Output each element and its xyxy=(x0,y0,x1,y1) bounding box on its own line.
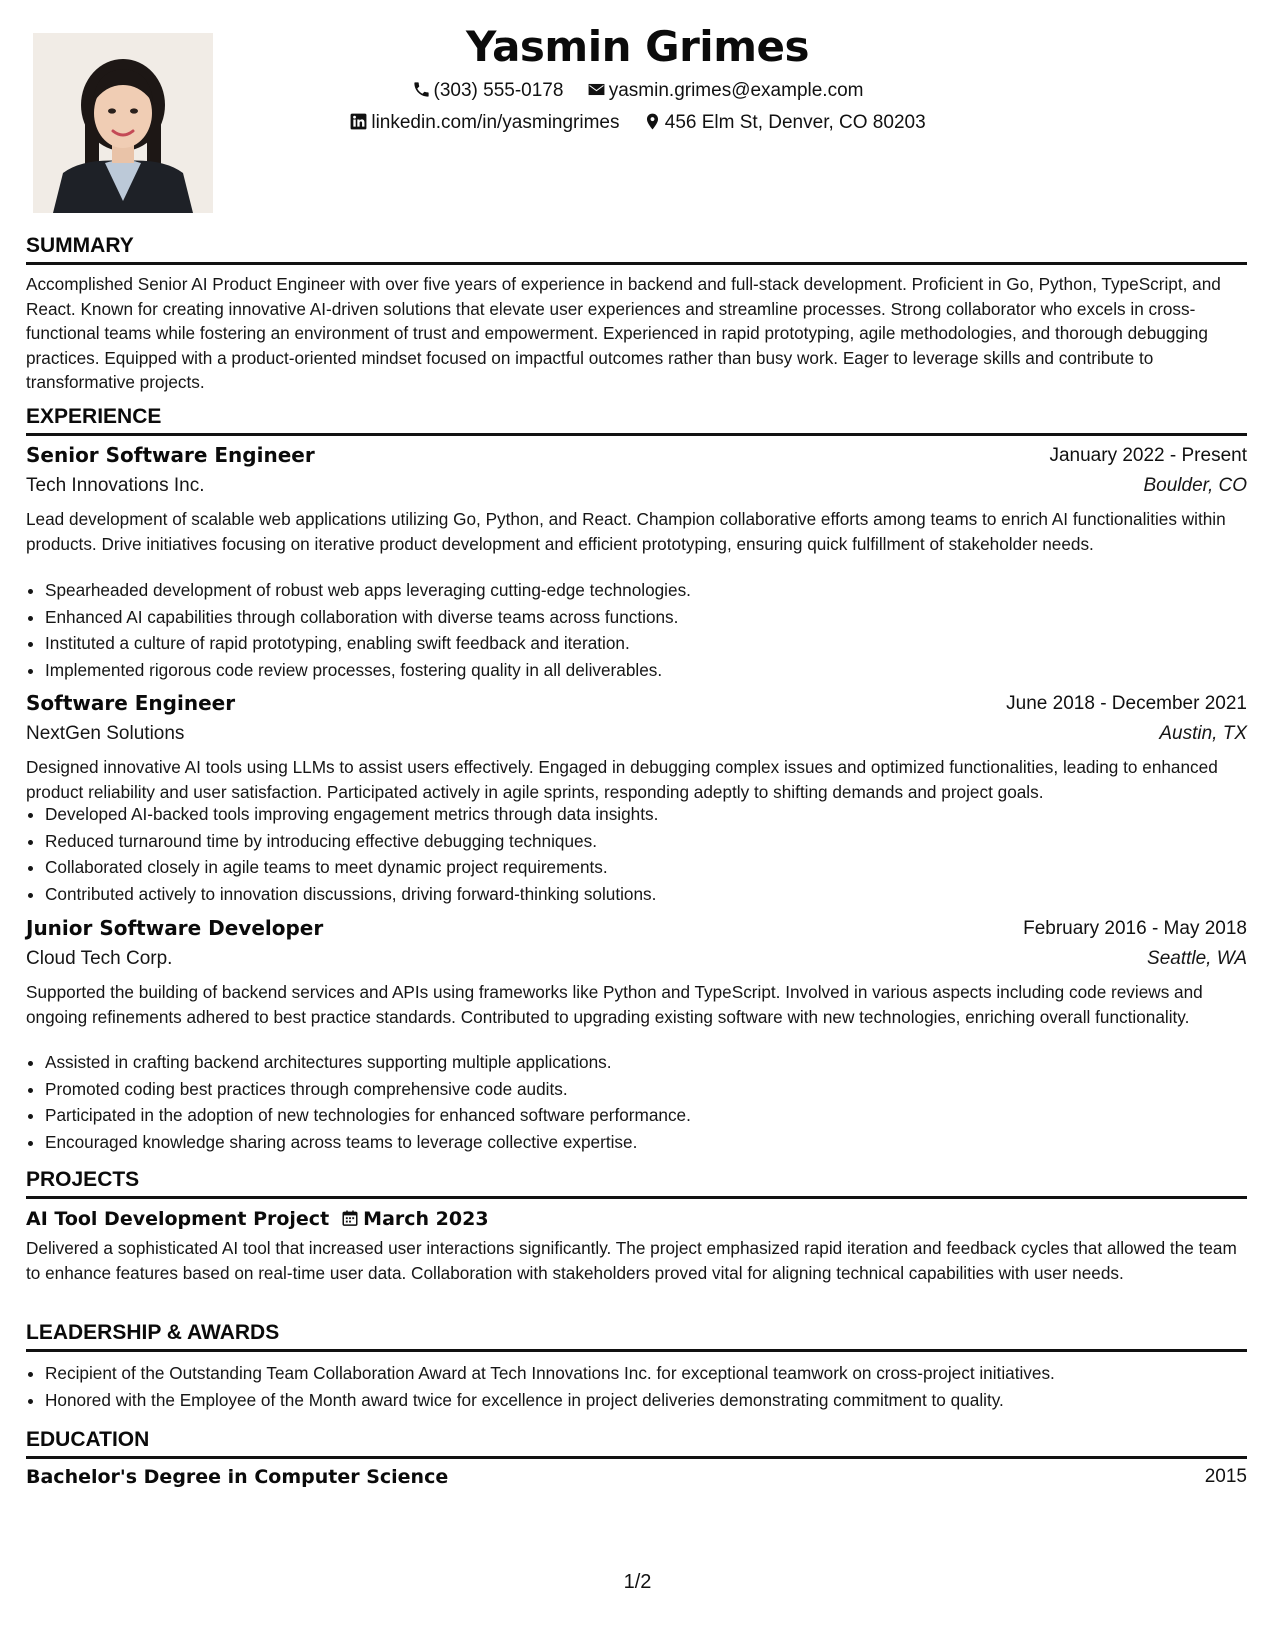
list-item: • Implemented rigorous code review processes, fostering quality in all deliverables. xyxy=(45,657,1267,684)
phone-text: (303) 555-0178 xyxy=(433,80,564,101)
address-text: 456 Elm St, Denver, CO 80203 xyxy=(664,112,926,133)
section-title-summary: SUMMARY xyxy=(26,234,1247,265)
job-company: Cloud Tech Corp. xyxy=(26,948,173,969)
list-item: • Spearheaded development of robust web apps leveraging cutting-edge technologies. xyxy=(45,577,1267,604)
list-item: • Enhanced AI capabilities through collaboration with diverse teams across functions. xyxy=(45,604,1267,631)
linkedin-text: linkedin.com/in/yasmingrimes xyxy=(371,112,620,133)
map-pin-icon xyxy=(643,112,662,131)
job-description: Lead development of scalable web applications utilizing Go, Python, and React. Champion collaborative efforts among teams to enrich AI functionalities within products. Drive initiatives focusing on iterative product development and efficient prototyping, ensuring quick fulfillment of stakeholder needs. xyxy=(26,509,1226,554)
section-title-education: EDUCATION xyxy=(26,1428,1247,1459)
list-item: • Contributed actively to innovation discussions, driving forward-thinking solutions. xyxy=(45,881,1267,908)
job-location: Austin, TX xyxy=(1159,723,1247,744)
list-item: • Honored with the Employee of the Month award twice for excellence in project deliveries demonstrating commitment to quality. xyxy=(45,1387,1267,1414)
summary-text: Accomplished Senior AI Product Engineer with over five years of experience in backend and full-stack development. Proficient in Go, Python, TypeScript, and React. Known for creating innovative AI-driven solutions that elevate user experiences and streamline processes. Strong collaborator who excels in cross-functional teams while fostering an environment of trust and empowerment. Experienced in rapid prototyping, agile methodologies, and thorough debugging practices. Equipped with a product-oriented mindset focused on impactful outcomes rather than busy work. Eager to leverage skills and contribute to transformative projects. xyxy=(26,274,1221,392)
job-title: Senior Software Engineer xyxy=(26,443,315,467)
job-location: Boulder, CO xyxy=(1143,475,1247,496)
address-item xyxy=(643,112,926,134)
project-description: Delivered a sophisticated AI tool that increased user interactions significantly. The project emphasized rapid iteration and feedback cycles that allowed the team to enhance features based on real-time user data. Collaboration with stakeholders proved vital for aligning technical capabilities with user needs. xyxy=(26,1238,1237,1283)
list-item: • Assisted in crafting backend architectures supporting multiple applications. xyxy=(45,1049,1267,1076)
candidate-name: Yasmin Grimes xyxy=(466,22,809,71)
job-dates: June 2018 - December 2021 xyxy=(1006,693,1247,714)
contact-row-secondary xyxy=(0,112,1275,134)
list-item: • Instituted a culture of rapid prototyping, enabling swift feedback and iteration. xyxy=(45,630,1267,657)
list-item: • Participated in the adoption of new technologies for enhanced software performance. xyxy=(45,1102,1267,1129)
list-item: • Developed AI-backed tools improving engagement metrics through data insights. xyxy=(45,801,1267,828)
project-date: March 2023 xyxy=(363,1208,489,1230)
linkedin-item[interactable] xyxy=(349,112,619,134)
email-text: yasmin.grimes@example.com xyxy=(608,80,864,101)
job-title: Software Engineer xyxy=(26,691,236,715)
job-description: Supported the building of backend services and APIs using frameworks like Python and TypeScript. Involved in various aspects including code reviews and ongoing refinements adhered to best practice standards. Contributed to upgrading existing software with new technologies, enriching overall functionality. xyxy=(26,982,1203,1027)
job-dates: January 2022 - Present xyxy=(1049,445,1247,466)
calendar-icon xyxy=(341,1209,359,1227)
list-item: • Encouraged knowledge sharing across teams to leverage collective expertise. xyxy=(45,1129,1267,1156)
linkedin-icon xyxy=(349,112,368,131)
job-company: Tech Innovations Inc. xyxy=(26,475,205,496)
job-company: NextGen Solutions xyxy=(26,723,185,744)
list-item: • Reduced turnaround time by introducing effective debugging techniques. xyxy=(45,828,1267,855)
education-year: 2015 xyxy=(1204,1466,1247,1487)
leadership-bullets xyxy=(26,1360,1267,1413)
section-title-projects: PROJECTS xyxy=(26,1168,1247,1199)
section-title-experience: EXPERIENCE xyxy=(26,405,1247,436)
project-name: AI Tool Development Project xyxy=(26,1208,330,1230)
envelope-icon xyxy=(587,80,606,99)
job-bullets xyxy=(26,577,1267,684)
email-item[interactable] xyxy=(587,80,864,102)
job-title: Junior Software Developer xyxy=(26,916,324,940)
section-title-leadership: LEADERSHIP & AWARDS xyxy=(26,1321,1247,1352)
job-dates: February 2016 - May 2018 xyxy=(1023,918,1247,939)
job-description: Designed innovative AI tools using LLMs to assist users effectively. Engaged in debugging complex issues and optimized functionalities, leading to enhanced product reliability and user satisfaction. Participated actively in agile sprints, responding adeptly to shifting demands and project goals. xyxy=(26,757,1218,802)
phone-icon xyxy=(412,80,431,99)
job-bullets xyxy=(26,1049,1267,1156)
list-item: • Recipient of the Outstanding Team Collaboration Award at Tech Innovations Inc. for exceptional teamwork on cross-project initiatives. xyxy=(45,1360,1267,1387)
job-bullets xyxy=(26,801,1267,908)
list-item: • Collaborated closely in agile teams to meet dynamic project requirements. xyxy=(45,854,1267,881)
contact-row-primary xyxy=(0,80,1275,102)
page-number: 1/2 xyxy=(623,1571,652,1593)
project-heading xyxy=(26,1208,489,1230)
list-item: • Promoted coding best practices through comprehensive code audits. xyxy=(45,1076,1267,1103)
phone-item[interactable] xyxy=(412,80,564,102)
job-location: Seattle, WA xyxy=(1147,948,1247,969)
education-degree: Bachelor's Degree in Computer Science xyxy=(26,1466,449,1488)
